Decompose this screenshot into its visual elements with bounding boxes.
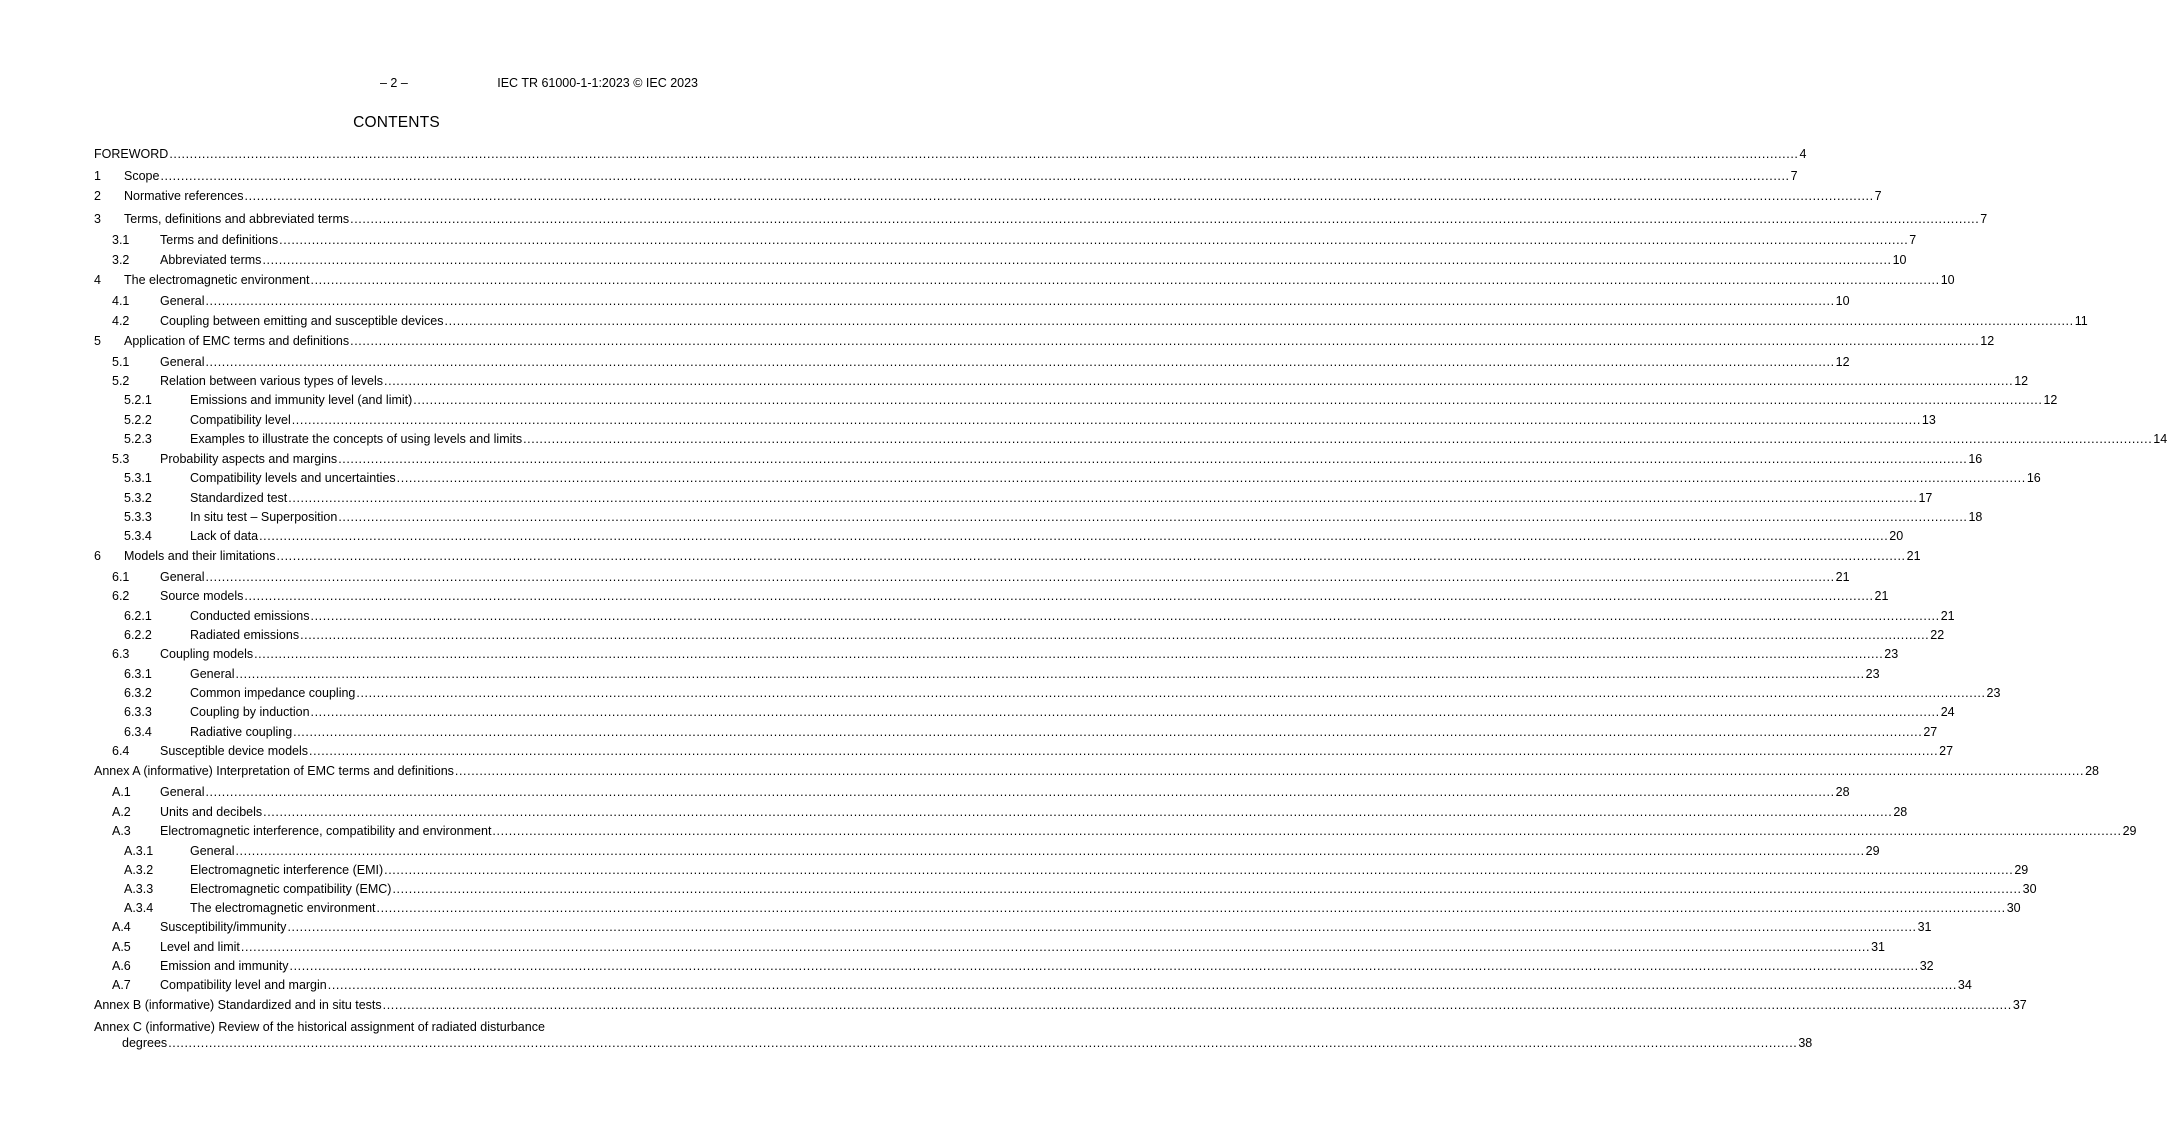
- toc-entry-title: Susceptibility/immunity: [160, 920, 287, 934]
- toc-entry-number: 6.3.3: [124, 705, 152, 719]
- toc-leader-dots: ................................................................................................................................................................................................................................................................................................................................................................................................................: [205, 294, 1835, 308]
- toc-entry-title: Units and decibels: [160, 805, 263, 819]
- toc-entry-number: 5.2: [112, 374, 130, 388]
- toc-entry[interactable]: [94, 470, 2041, 486]
- toc-entry-number: A.5: [112, 940, 131, 954]
- page-title: CONTENTS: [353, 114, 440, 131]
- toc-entry-number: A.3: [112, 824, 131, 838]
- toc-entry-page: 23: [1884, 647, 1899, 661]
- toc-entry-number: 6.2.2: [124, 628, 152, 642]
- toc-entry-number: 6.3.4: [124, 725, 152, 739]
- toc-entry-page: 21: [1835, 570, 1850, 584]
- toc-entry-page: 30: [2022, 882, 2037, 896]
- toc-entry-number: 6.1: [112, 570, 130, 584]
- toc-leader-dots: ................................................................................................................................................................................................................................................................................................................................................................................................................: [310, 705, 1940, 719]
- toc-entry-title: Radiated emissions: [190, 628, 300, 642]
- toc-entry-page: 10: [1892, 253, 1907, 267]
- toc-entry[interactable]: [94, 588, 1889, 604]
- toc-entry-title: Common impedance coupling: [190, 686, 356, 700]
- toc-entry-number: A.3.1: [124, 844, 154, 858]
- toc-leader-dots: ................................................................................................................................................................................................................................................................................................................................................................................................................: [382, 998, 2012, 1012]
- toc-entry[interactable]: [94, 188, 1882, 204]
- toc-entry-number: 5.3.1: [124, 471, 152, 485]
- toc-leader-dots: ................................................................................................................................................................................................................................................................................................................................................................................................................: [244, 189, 1874, 203]
- toc-leader-dots: ................................................................................................................................................................................................................................................................................................................................................................................................................: [205, 785, 1835, 799]
- toc-entry-title: General: [160, 355, 205, 369]
- toc-entry[interactable]: [94, 919, 1932, 935]
- toc-entry-number: A.7: [112, 978, 131, 992]
- toc-entry-number: 4: [94, 273, 101, 287]
- toc-entry-title: Source models: [160, 589, 244, 603]
- toc-entry-page: 31: [1871, 940, 1885, 954]
- toc-entry-page: 21: [1906, 549, 1921, 563]
- toc-leader-dots: ................................................................................................................................................................................................................................................................................................................................................................................................................: [454, 764, 2085, 778]
- toc-entry-number: 5.3.4: [124, 529, 152, 543]
- toc-entry-number: 5.3.3: [124, 510, 152, 524]
- toc-entry[interactable]: [94, 900, 2021, 916]
- toc-entry-title: Standardized test: [190, 491, 288, 505]
- toc-leader-dots: ................................................................................................................................................................................................................................................................................................................................................................................................................: [205, 570, 1835, 584]
- toc-entry-number: 5.3: [112, 452, 130, 466]
- toc-entry[interactable]: [94, 784, 1850, 800]
- toc-entry-title: Application of EMC terms and definitions: [124, 334, 350, 348]
- toc-leader-dots: ................................................................................................................................................................................................................................................................................................................................................................................................................: [523, 432, 2153, 446]
- toc-entry[interactable]: [94, 685, 2001, 701]
- toc-leader-dots: ................................................................................................................................................................................................................................................................................................................................................................................................................: [384, 863, 2014, 877]
- toc-entry-page: 14: [2153, 432, 2167, 446]
- toc-entry-page: 7: [1790, 169, 1798, 183]
- toc-entry-number: 1: [94, 169, 101, 183]
- toc-entry[interactable]: [94, 743, 1954, 759]
- toc-entry-page: 16: [1968, 452, 1983, 466]
- toc-leader-dots: ................................................................................................................................................................................................................................................................................................................................................................................................................: [289, 959, 1919, 973]
- toc-entry[interactable]: [94, 333, 1995, 349]
- toc-entry[interactable]: [94, 168, 1798, 184]
- toc-entry-number: 6.3.1: [124, 667, 152, 681]
- toc-leader-dots: ................................................................................................................................................................................................................................................................................................................................................................................................................: [338, 452, 1968, 466]
- toc-entry-number: 6.2.1: [124, 609, 152, 623]
- toc-entry-page: 7: [1874, 189, 1882, 203]
- toc-entry[interactable]: [94, 490, 1933, 506]
- toc-entry[interactable]: [94, 392, 2058, 408]
- toc-entry-title: Examples to illustrate the concepts of using levels and limits: [190, 432, 523, 446]
- toc-entry[interactable]: [94, 354, 1850, 370]
- toc-entry[interactable]: [94, 843, 1880, 859]
- toc-leader-dots: ................................................................................................................................................................................................................................................................................................................................................................................................................: [235, 667, 1865, 681]
- toc-entry[interactable]: [94, 211, 1988, 227]
- toc-entry-page: 4: [1799, 147, 1807, 161]
- toc-entry-number: 6.4: [112, 744, 130, 758]
- toc-entry[interactable]: [94, 548, 1921, 564]
- toc-entry-page: 27: [1939, 744, 1954, 758]
- toc-entry-page: 29: [1865, 844, 1880, 858]
- toc-entry[interactable]: [94, 569, 1850, 585]
- toc-entry-title: Susceptible device models: [160, 744, 308, 758]
- toc-entry-title: Terms and definitions: [160, 233, 279, 247]
- toc-entry-number: 2: [94, 189, 101, 203]
- toc-entry[interactable]: [94, 412, 1936, 428]
- toc-entry-number: 6: [94, 549, 101, 563]
- toc-leader-dots: ................................................................................................................................................................................................................................................................................................................................................................................................................: [263, 805, 1893, 819]
- toc-leader-dots: ................................................................................................................................................................................................................................................................................................................................................................................................................: [327, 978, 1957, 992]
- toc-leader-dots: ................................................................................................................................................................................................................................................................................................................................................................................................................: [413, 393, 2043, 407]
- toc-entry-title: Abbreviated terms: [160, 253, 262, 267]
- toc-entry-page: 10: [1940, 273, 1955, 287]
- toc-entry-number: 5: [94, 334, 101, 348]
- toc-entry-number: 5.3.2: [124, 491, 152, 505]
- toc-entry-page: 29: [2122, 824, 2137, 838]
- toc-entry[interactable]: [94, 146, 1807, 162]
- toc-entry[interactable]: [94, 823, 2137, 839]
- toc-leader-dots: ................................................................................................................................................................................................................................................................................................................................................................................................................: [240, 940, 1871, 954]
- toc-entry-title: Coupling by induction: [190, 705, 310, 719]
- toc-entry-title: Terms, definitions and abbreviated terms: [124, 212, 350, 226]
- toc-entry-page: 12: [1835, 355, 1850, 369]
- toc-leader-dots: ................................................................................................................................................................................................................................................................................................................................................................................................................: [392, 882, 2022, 896]
- toc-entry-number: A.3.2: [124, 863, 154, 877]
- toc-entry-title: Compatibility level: [190, 413, 291, 427]
- toc-entry-title: Radiative coupling: [190, 725, 293, 739]
- toc-leader-dots: ................................................................................................................................................................................................................................................................................................................................................................................................................: [169, 147, 1799, 161]
- toc-entry-page: 12: [2014, 374, 2029, 388]
- toc-entry[interactable]: [94, 313, 2088, 329]
- toc-leader-dots: ................................................................................................................................................................................................................................................................................................................................................................................................................: [310, 609, 1940, 623]
- toc-entry-title: The electromagnetic environment: [190, 901, 376, 915]
- toc-leader-dots: ................................................................................................................................................................................................................................................................................................................................................................................................................: [279, 233, 1909, 247]
- toc-leader-dots: ................................................................................................................................................................................................................................................................................................................................................................................................................: [168, 1036, 1798, 1050]
- toc-entry[interactable]: [94, 666, 1880, 682]
- toc-entry[interactable]: [94, 272, 1955, 288]
- toc-entry-page: 23: [1986, 686, 2001, 700]
- toc-entry-number: 3.1: [112, 233, 130, 247]
- toc-entry-number: 3: [94, 212, 101, 226]
- toc-leader-dots: ................................................................................................................................................................................................................................................................................................................................................................................................................: [492, 824, 2122, 838]
- toc-entry[interactable]: [94, 451, 1983, 467]
- toc-entry-title: General: [160, 294, 205, 308]
- toc-entry-title: Models and their limitations: [124, 549, 276, 563]
- toc-entry-page: 38: [1798, 1036, 1813, 1050]
- toc-entry-title: The electromagnetic environment: [124, 273, 310, 287]
- toc-entry-page: 21: [1940, 609, 1955, 623]
- toc-leader-dots: ................................................................................................................................................................................................................................................................................................................................................................................................................: [350, 334, 1980, 348]
- toc-entry[interactable]: [94, 431, 2167, 447]
- toc-leader-dots: ................................................................................................................................................................................................................................................................................................................................................................................................................: [288, 491, 1918, 505]
- toc-leader-dots: ................................................................................................................................................................................................................................................................................................................................................................................................................: [350, 212, 1980, 226]
- toc-entry[interactable]: [94, 293, 1850, 309]
- toc-leader-dots: ................................................................................................................................................................................................................................................................................................................................................................................................................: [309, 744, 1939, 758]
- toc-entry-title: In situ test – Superposition: [190, 510, 338, 524]
- toc-entry-page: 24: [1940, 705, 1955, 719]
- toc-entry-title: Scope: [124, 169, 160, 183]
- toc-entry[interactable]: [94, 608, 1955, 624]
- toc-entry-number: A.4: [112, 920, 131, 934]
- toc-entry-title: Annex C (informative) Review of the historical assignment of radiated disturbance: [94, 1020, 545, 1034]
- toc-entry-page: 18: [1968, 510, 1983, 524]
- toc-entry-page: 28: [1835, 785, 1850, 799]
- toc-entry-title: Emissions and immunity level (and limit): [190, 393, 413, 407]
- toc-leader-dots: ................................................................................................................................................................................................................................................................................................................................................................................................................: [262, 253, 1892, 267]
- toc-entry-title: General: [190, 844, 235, 858]
- toc-entry-page: 30: [2006, 901, 2021, 915]
- toc-entry-title: Coupling models: [160, 647, 254, 661]
- toc-leader-dots: ................................................................................................................................................................................................................................................................................................................................................................................................................: [160, 169, 1790, 183]
- toc-entry-number: 5.1: [112, 355, 130, 369]
- toc-entry-page: 7: [1909, 233, 1917, 247]
- toc-entry[interactable]: [94, 646, 1899, 662]
- toc-entry-number: 5.2.2: [124, 413, 152, 427]
- toc-entry[interactable]: [94, 862, 2029, 878]
- toc-leader-dots: ................................................................................................................................................................................................................................................................................................................................................................................................................: [235, 844, 1865, 858]
- toc-entry-page: 7: [1980, 212, 1988, 226]
- toc-entry-page: 37: [2012, 998, 2027, 1012]
- toc-entry-page: 12: [2043, 393, 2058, 407]
- toc-entry-number: 3.2: [112, 253, 130, 267]
- toc-entry-title: Annex A (informative) Interpretation of EMC terms and definitions: [94, 764, 454, 778]
- toc-entry-page: 28: [1893, 805, 1908, 819]
- toc-entry[interactable]: [94, 627, 1945, 643]
- toc-entry-page: 11: [2074, 314, 2088, 328]
- toc-entry-title: Compatibility level and margin: [160, 978, 327, 992]
- toc-entry-title: Conducted emissions: [190, 609, 310, 623]
- toc-leader-dots: ................................................................................................................................................................................................................................................................................................................................................................................................................: [259, 529, 1889, 543]
- toc-entry[interactable]: [94, 958, 1934, 974]
- toc-entry-page: 34: [1957, 978, 1972, 992]
- toc-entry-number: A.3.3: [124, 882, 154, 896]
- toc-entry[interactable]: [94, 724, 1938, 740]
- toc-entry-number: 5.2.1: [124, 393, 152, 407]
- toc-entry-number: A.3.4: [124, 901, 154, 915]
- toc-entry-title: Normative references: [124, 189, 244, 203]
- toc-entry[interactable]: [94, 528, 1904, 544]
- toc-leader-dots: ................................................................................................................................................................................................................................................................................................................................................................................................................: [444, 314, 2074, 328]
- toc-entry-number: A.6: [112, 959, 131, 973]
- toc-entry-page: 13: [1921, 413, 1936, 427]
- toc-entry-number: A.1: [112, 785, 131, 799]
- toc-entry-page: 22: [1930, 628, 1945, 642]
- toc-entry-page: 21: [1874, 589, 1889, 603]
- toc-entry-page: 20: [1889, 529, 1904, 543]
- toc-entry-title: Annex B (informative) Standardized and in situ tests: [94, 998, 382, 1012]
- toc-leader-dots: ................................................................................................................................................................................................................................................................................................................................................................................................................: [291, 413, 1921, 427]
- toc-entry[interactable]: [94, 232, 1917, 248]
- toc-entry[interactable]: [94, 704, 1955, 720]
- toc-entry[interactable]: [94, 763, 2099, 779]
- toc-entry-title: FOREWORD: [94, 147, 169, 161]
- toc-entry[interactable]: [94, 1019, 698, 1035]
- toc-entry-title: Probability aspects and margins: [160, 452, 338, 466]
- toc-entry[interactable]: [94, 804, 1908, 820]
- page-header-reference: IEC TR 61000-1-1:2023 © IEC 2023: [497, 76, 698, 90]
- toc-entry-title: Lack of data: [190, 529, 259, 543]
- toc-entry-number: 4.1: [112, 294, 130, 308]
- toc-leader-dots: ................................................................................................................................................................................................................................................................................................................................................................................................................: [293, 725, 1923, 739]
- toc-leader-dots: ................................................................................................................................................................................................................................................................................................................................................................................................................: [396, 471, 2026, 485]
- toc-entry[interactable]: [94, 977, 1972, 993]
- toc-leader-dots: ................................................................................................................................................................................................................................................................................................................................................................................................................: [254, 647, 1884, 661]
- toc-leader-dots: ................................................................................................................................................................................................................................................................................................................................................................................................................: [276, 549, 1906, 563]
- toc-entry-page: 23: [1865, 667, 1880, 681]
- toc-entry[interactable]: [94, 373, 2029, 389]
- toc-entry-title: Compatibility levels and uncertainties: [190, 471, 396, 485]
- toc-entry-title: General: [160, 785, 205, 799]
- toc-entry[interactable]: [94, 509, 1983, 525]
- toc-entry-title: General: [160, 570, 205, 584]
- toc-entry-number: 6.3.2: [124, 686, 152, 700]
- page-header-number: – 2 –: [380, 76, 408, 90]
- toc-entry[interactable]: [94, 252, 1907, 268]
- toc-entry-page: 28: [2085, 764, 2099, 778]
- toc-entry-page: 29: [2014, 863, 2029, 877]
- toc-entry-page: 31: [1917, 920, 1932, 934]
- toc-entry-title: Electromagnetic interference (EMI): [190, 863, 384, 877]
- toc-leader-dots: ................................................................................................................................................................................................................................................................................................................................................................................................................: [287, 920, 1917, 934]
- toc-entry-title: Electromagnetic interference, compatibility and environment: [160, 824, 492, 838]
- toc-entry-title: Emission and immunity: [160, 959, 289, 973]
- toc-leader-dots: ................................................................................................................................................................................................................................................................................................................................................................................................................: [244, 589, 1874, 603]
- toc-entry-page: 16: [2026, 471, 2041, 485]
- toc-entry-title: Relation between various types of levels: [160, 374, 384, 388]
- toc-entry-title: Coupling between emitting and susceptible devices: [160, 314, 444, 328]
- toc-entry-number: 6.2: [112, 589, 130, 603]
- toc-entry-number: 5.2.3: [124, 432, 152, 446]
- toc-entry-page: 10: [1835, 294, 1850, 308]
- toc-leader-dots: ................................................................................................................................................................................................................................................................................................................................................................................................................: [310, 273, 1940, 287]
- toc-leader-dots: ................................................................................................................................................................................................................................................................................................................................................................................................................: [376, 901, 2006, 915]
- toc-leader-dots: ................................................................................................................................................................................................................................................................................................................................................................................................................: [338, 510, 1968, 524]
- toc-entry[interactable]: [94, 881, 2037, 897]
- toc-leader-dots: ................................................................................................................................................................................................................................................................................................................................................................................................................: [356, 686, 1986, 700]
- toc-entry-title: Electromagnetic compatibility (EMC): [190, 882, 392, 896]
- toc-entry-title: General: [190, 667, 235, 681]
- toc-entry-title-continuation: degrees: [122, 1036, 168, 1050]
- toc-leader-dots: ................................................................................................................................................................................................................................................................................................................................................................................................................: [384, 374, 2014, 388]
- toc-entry-page: 17: [1918, 491, 1933, 505]
- toc-entry-page: 27: [1923, 725, 1938, 739]
- toc-entry[interactable]: [94, 939, 1885, 955]
- toc-entry-title: Level and limit: [160, 940, 240, 954]
- toc-entry-number: A.2: [112, 805, 131, 819]
- toc-leader-dots: ................................................................................................................................................................................................................................................................................................................................................................................................................: [205, 355, 1835, 369]
- toc-entry-page: 32: [1919, 959, 1934, 973]
- toc-entry-number: 6.3: [112, 647, 130, 661]
- toc-entry[interactable]: [94, 997, 2027, 1013]
- toc-entry-number: 4.2: [112, 314, 130, 328]
- toc-entry-continuation[interactable]: [122, 1035, 1813, 1051]
- toc-entry-page: 12: [1980, 334, 1995, 348]
- toc-leader-dots: ................................................................................................................................................................................................................................................................................................................................................................................................................: [300, 628, 1930, 642]
